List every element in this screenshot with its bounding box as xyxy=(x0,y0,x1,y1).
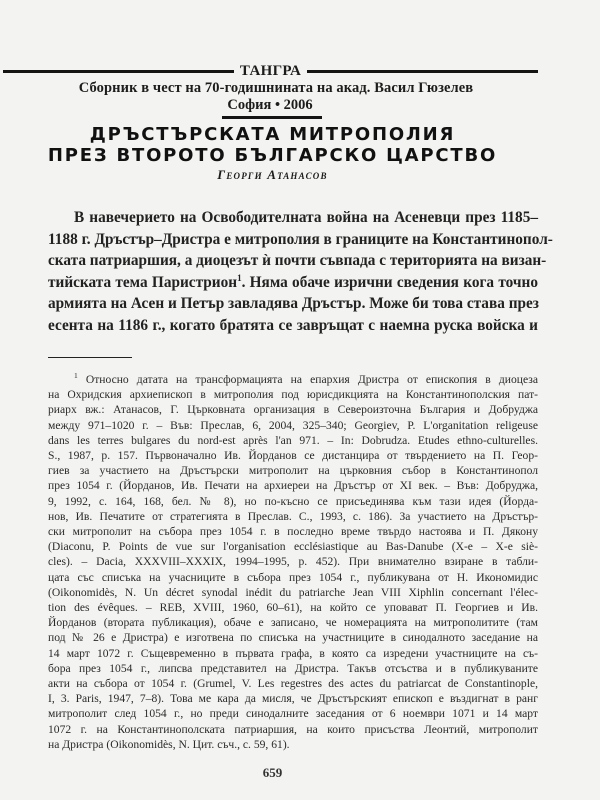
place-year xyxy=(0,97,540,114)
footnote-line: цата със списъка на учасниците в събора през 1054 г., публикувана от Н. Икономидис xyxy=(48,570,538,584)
footnote-line: dans les terres bulgares du nord-est après l'an 971. – In: Dobrudza. Etudes ethno-culturelles. xyxy=(48,433,538,447)
footnote-line: cles). – Dacia, XXXVIII–XXXIX, 1994–1995, p. 452). При внимателно взиране в табли- xyxy=(48,555,538,569)
footnote-line xyxy=(48,372,538,387)
footnote-number: 1 xyxy=(74,371,78,381)
footnote-line: между 971–1020 г. – Във: Преслав, 6, 2004, 325–340; Georgiev, P. L'organitation religeuse xyxy=(48,418,538,432)
footnote-line: гиев за участието на Дръстърски митрополит на църковния събор в Константинопол xyxy=(48,464,538,478)
footnote-line: бора през 1054 г., липсва представител на Дристра. Такъв отсъства и в публикуваните xyxy=(48,661,538,675)
footnote-line: tion des évêques. – REB, XVIII, 1960, 60–61), на който се уповават П. Георгиев и Ив. xyxy=(48,601,538,615)
body-line: ската патриаршия, а диоцезът ѝ почти съвпада с територията на визан- xyxy=(48,252,547,269)
header-rule-left xyxy=(3,70,234,73)
footnote-line: на Дристра (Oikonomidès, N. Цит. съч., с. 59, 61). xyxy=(48,737,290,751)
body-line: В навечерието на Освободителната война на Асеневци през 1185– xyxy=(74,209,538,226)
body-line: армията на Асен и Петър завладява Дръстър. Може би това става през xyxy=(48,295,539,312)
footnote-line: (Diaconu, P. Points de vue sur l'organisation ecclésiastique au Bas-Danube (X-e – X-e siè- xyxy=(48,540,538,554)
separator-bullet: • xyxy=(274,97,281,113)
footnote-line: 9, 1992, с. 164, 168, бел. № 8), но по-късно се присъединява към тази идея (Йорда- xyxy=(48,494,538,508)
footnote-line: на Охридския архиепископ в митрополия под юрисдикцията на Константинополския пат- xyxy=(48,388,538,402)
footnote-line: през 1054 г. (Йорданов, Ив. Печати на архиереи на Дръстър от XI век. – Във: Добруджа, xyxy=(48,479,538,493)
footnote-line: (Oikonomidès, N. Un décret synodal inédit du patriarche Jean VIII Xiphlin concernant l'élec- xyxy=(48,585,538,599)
footnote-1 xyxy=(48,372,538,752)
article-title-line-1: ДРЪСТЪРСКАТА МИТРОПОЛИЯ xyxy=(89,124,456,145)
article-title-line-2: ПРЕЗ ВТОРОТО БЪЛГАРСКО ЦАРСТВО xyxy=(47,145,498,166)
footnote-separator xyxy=(48,357,132,358)
footnote-line: митрополит след 1054 г., но преди синодалните заседания от 6 ноември 1071 и 14 март xyxy=(48,707,538,721)
collection-title: Сборник в чест на 70-годишнината на акад. Васил Гюзелев xyxy=(78,80,474,96)
journal-header xyxy=(3,63,538,79)
footnote-line: под № 26 е Дристра) е изготвена по списъка на участниците в синодалното заседание на xyxy=(48,631,538,645)
body-paragraph xyxy=(48,207,553,336)
body-line-part: . Няма обаче изрични сведения кога точно xyxy=(241,273,538,291)
body-line xyxy=(48,272,538,294)
footnote-line: 1072 г. на Константинополската патриаршия, на които присъства Леонтий, митрополит xyxy=(48,722,538,736)
journal-name: ТАНГРА xyxy=(239,63,302,79)
page-number: 659 xyxy=(262,765,283,780)
footnote-line: акти на събора от 1054 г. (Grumel, V. Les regestres des actes du patriarcat de Constantinople, xyxy=(48,677,538,691)
publication-year: 2006 xyxy=(283,97,313,113)
footnote-line-text: Относно датата на трансформацията на епархия Дристра от епископия в диоцеза xyxy=(85,373,538,386)
footnote-line: S., 1987, p. 157. Първоначално Ив. Йорданов се дистанцира от твърдението на П. Геор- xyxy=(48,449,538,463)
footnote-line: нов, Ив. Печатите от стратегията в Преслав. С., 1993, с. 186). За участието на Дръстър- xyxy=(48,509,538,523)
footnote-reference[interactable]: 1 xyxy=(237,272,242,283)
footnote-line: 14 март 1072 г. Същевременно в първата графа, в която са изредени участниците на съ- xyxy=(48,646,538,660)
publication-place: София xyxy=(227,97,272,113)
footnote-line: ски митрополит на събора през 1054 г. в последно време твърдо настоява и П. Дякону xyxy=(48,525,538,539)
header-rule-right xyxy=(307,70,538,73)
header-underline xyxy=(222,116,322,119)
footnote-line: Йорданов (втората публикация), обаче е записано, че номерацията на митрополитите (там xyxy=(48,616,538,630)
body-line: есента на 1186 г., когато братята се завръщат с наемна руска войска и xyxy=(48,316,538,334)
article-title xyxy=(0,124,545,166)
footnote-line: I, 3. Paris, 1947, 7–8). Това ме кара да мисля, че Дръстърският епископ е въздигнат в ранг xyxy=(48,692,538,706)
footnote-line: риарх вж.: Атанасов, Г. Църковната организация в Североизточна България и Добруджа xyxy=(48,403,538,417)
body-line: 1188 г. Дръстър–Дристра е митрополия в границите на Константинопол- xyxy=(48,230,553,248)
author-name: Георги Атанасов xyxy=(217,167,328,182)
body-line-part: тийската тема Паристрион xyxy=(48,273,238,291)
